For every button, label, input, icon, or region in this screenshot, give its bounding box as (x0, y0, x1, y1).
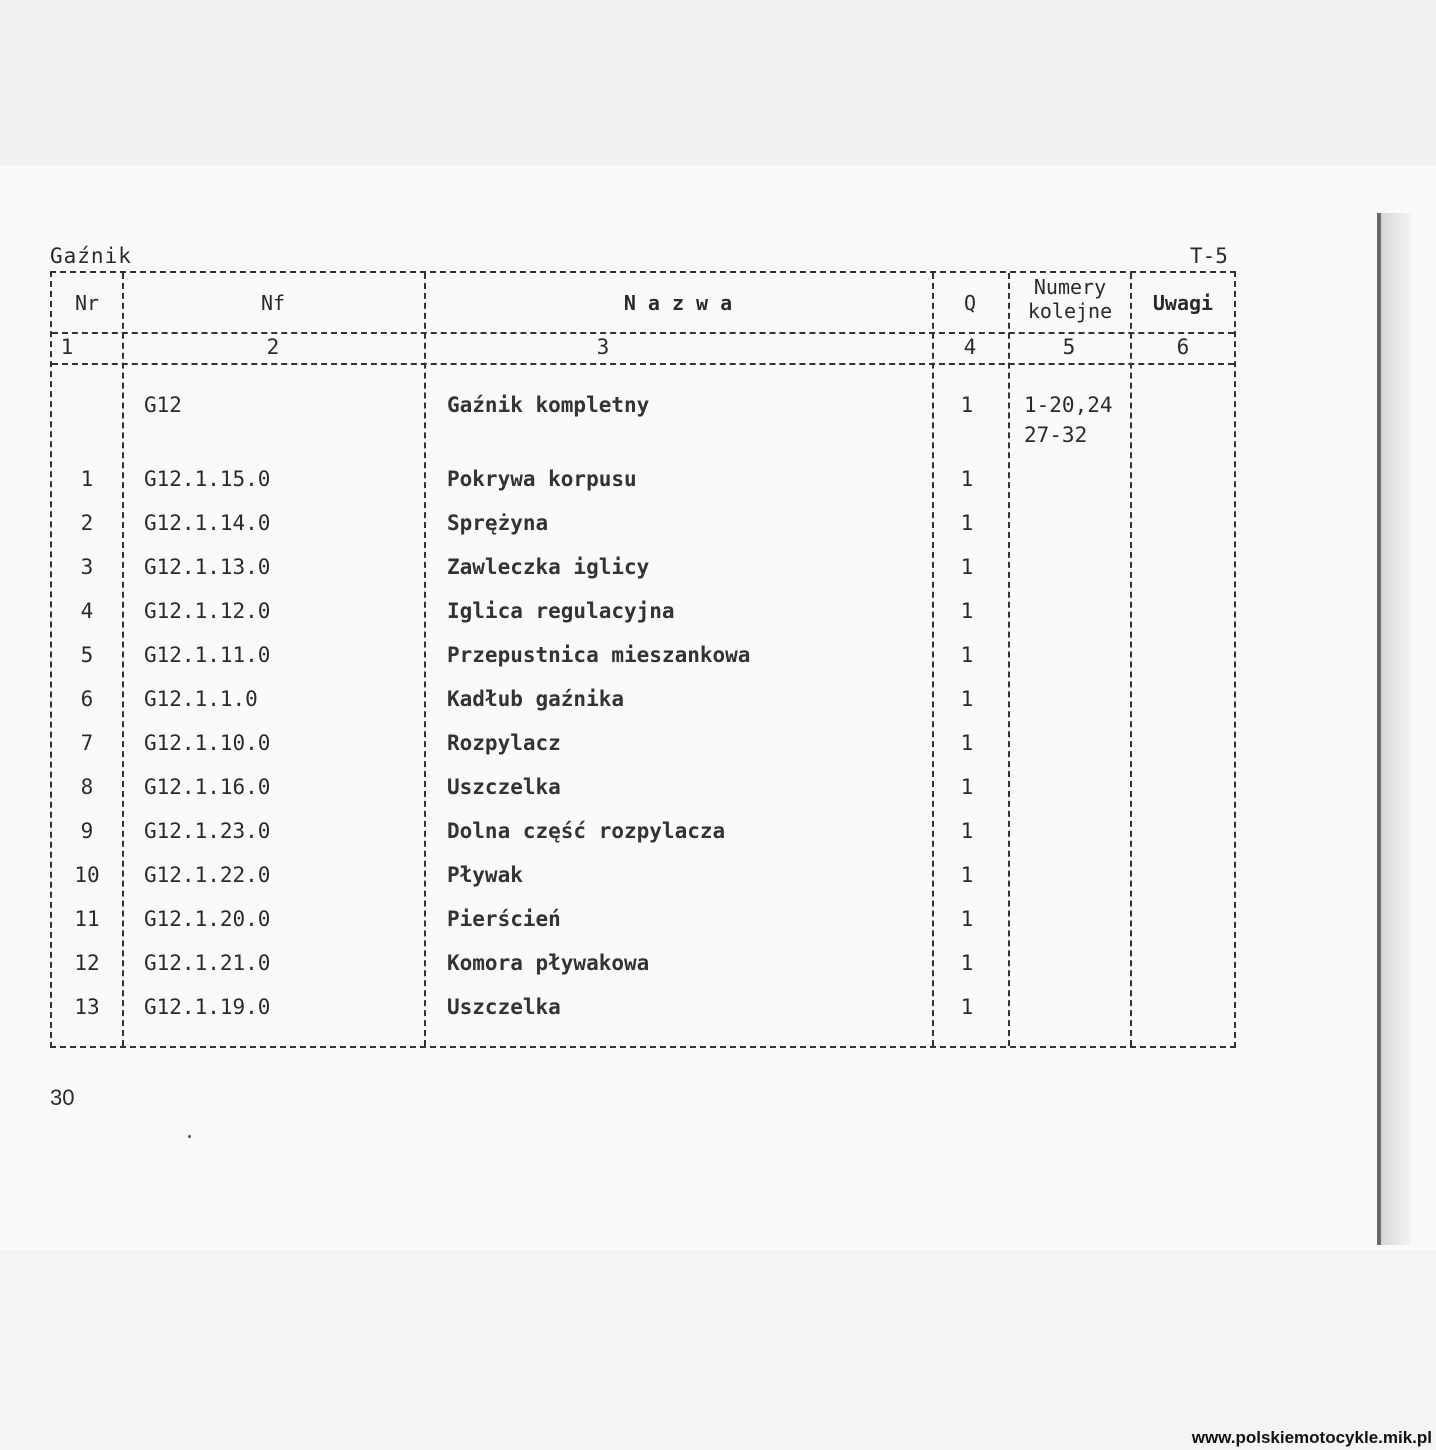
table-code: T-5 (1190, 244, 1228, 268)
header-uwagi: Uwagi (1152, 291, 1214, 315)
row-q: 1 (960, 467, 974, 491)
header-q: Q (963, 291, 977, 315)
table-row (52, 775, 1234, 819)
row-name: Uszczelka (447, 775, 561, 799)
table-row (52, 731, 1234, 775)
row-nf: G12.1.19.0 (144, 995, 271, 1019)
row-q: 1 (960, 511, 974, 535)
row-nf: G12.1.21.0 (144, 951, 271, 975)
row-nf: G12.1.20.0 (144, 907, 271, 931)
row-name: Przepustnica mieszankowa (447, 643, 751, 667)
row-name: Kadłub gaźnika (447, 687, 625, 711)
row-numbers: 1-20,24 (1024, 393, 1113, 417)
row-q: 1 (960, 599, 974, 623)
row-nf: G12.1.10.0 (144, 731, 271, 755)
binding-edge (1377, 213, 1381, 1245)
table-row (52, 951, 1234, 995)
row-nr: 7 (80, 731, 94, 755)
row-name: Uszczelka (447, 995, 561, 1019)
table-row (52, 467, 1234, 511)
row-nr: 4 (80, 599, 94, 623)
row-nr: 2 (80, 511, 94, 535)
table-row (52, 819, 1234, 863)
row-q: 1 (960, 555, 974, 579)
header-numery-kolejne: Numery kolejne (1027, 275, 1113, 323)
row-name: Zawleczka iglicy (447, 555, 650, 579)
row-q: 1 (960, 907, 974, 931)
row-nf: G12.1.16.0 (144, 775, 271, 799)
table-row (52, 907, 1234, 951)
row-q: 1 (960, 775, 974, 799)
row-nr: 12 (74, 951, 100, 975)
row-nf: G12 (144, 393, 182, 417)
column-number-6: 6 (1176, 335, 1190, 359)
row-nr: 9 (80, 819, 94, 843)
table-row (52, 643, 1234, 687)
row-nf: G12.1.12.0 (144, 599, 271, 623)
row-nf: G12.1.13.0 (144, 555, 271, 579)
table-row (52, 511, 1234, 555)
section-title: Gaźnik (50, 244, 132, 268)
row-q: 1 (960, 863, 974, 887)
row-nf: G12.1.23.0 (144, 819, 271, 843)
parts-table (50, 271, 1236, 1048)
column-number-5: 5 (1062, 335, 1076, 359)
header-nr: Nr (74, 291, 100, 315)
row-nr: 3 (80, 555, 94, 579)
column-number-1: 1 (60, 335, 74, 359)
binding-shadow (1381, 213, 1411, 1245)
table-row (52, 863, 1234, 907)
table-row (52, 393, 1234, 447)
row-nr: 11 (74, 907, 100, 931)
table-row (52, 599, 1234, 643)
row-nf: G12.1.1.0 (144, 687, 258, 711)
row-q: 1 (960, 819, 974, 843)
header-divider (52, 332, 1234, 334)
row-name: Iglica regulacyjna (447, 599, 675, 623)
column-number-divider (52, 363, 1234, 365)
row-nf: G12.1.11.0 (144, 643, 271, 667)
row-name: Komora pływakowa (447, 951, 650, 975)
row-name: Rozpylacz (447, 731, 561, 755)
row-q: 1 (960, 731, 974, 755)
row-name: Pierścień (447, 907, 561, 931)
row-nf: G12.1.15.0 (144, 467, 271, 491)
row-q: 1 (960, 995, 974, 1019)
row-q: 1 (960, 393, 974, 417)
table-row (52, 687, 1234, 731)
page-number: 30 (50, 1085, 75, 1110)
watermark: www.polskiemotocykle.mik.pl (1191, 1428, 1432, 1447)
table-row (52, 555, 1234, 599)
column-number-3: 3 (596, 335, 610, 359)
header-nazwa: N a z w a (623, 291, 733, 315)
table-row (52, 995, 1234, 1039)
row-name: Pływak (447, 863, 523, 887)
scan-speck (188, 1135, 191, 1138)
row-nr: 13 (74, 995, 100, 1019)
row-name: Gaźnik kompletny (447, 393, 650, 417)
row-nr: 10 (74, 863, 100, 887)
row-numbers-continued: 27-32 (1024, 423, 1088, 447)
column-number-4: 4 (963, 335, 977, 359)
row-name: Sprężyna (447, 511, 549, 535)
row-nr: 8 (80, 775, 94, 799)
row-nr: 6 (80, 687, 94, 711)
top-margin (0, 0, 1436, 165)
row-nr: 5 (80, 643, 94, 667)
row-q: 1 (960, 643, 974, 667)
row-name: Dolna część rozpylacza (447, 819, 726, 843)
row-name: Pokrywa korpusu (447, 467, 637, 491)
row-nr: 1 (80, 467, 94, 491)
row-q: 1 (960, 951, 974, 975)
header-nf: Nf (260, 291, 286, 315)
row-nf: G12.1.22.0 (144, 863, 271, 887)
row-q: 1 (960, 687, 974, 711)
row-nf: G12.1.14.0 (144, 511, 271, 535)
column-number-2: 2 (266, 335, 280, 359)
bottom-margin (0, 1250, 1436, 1450)
